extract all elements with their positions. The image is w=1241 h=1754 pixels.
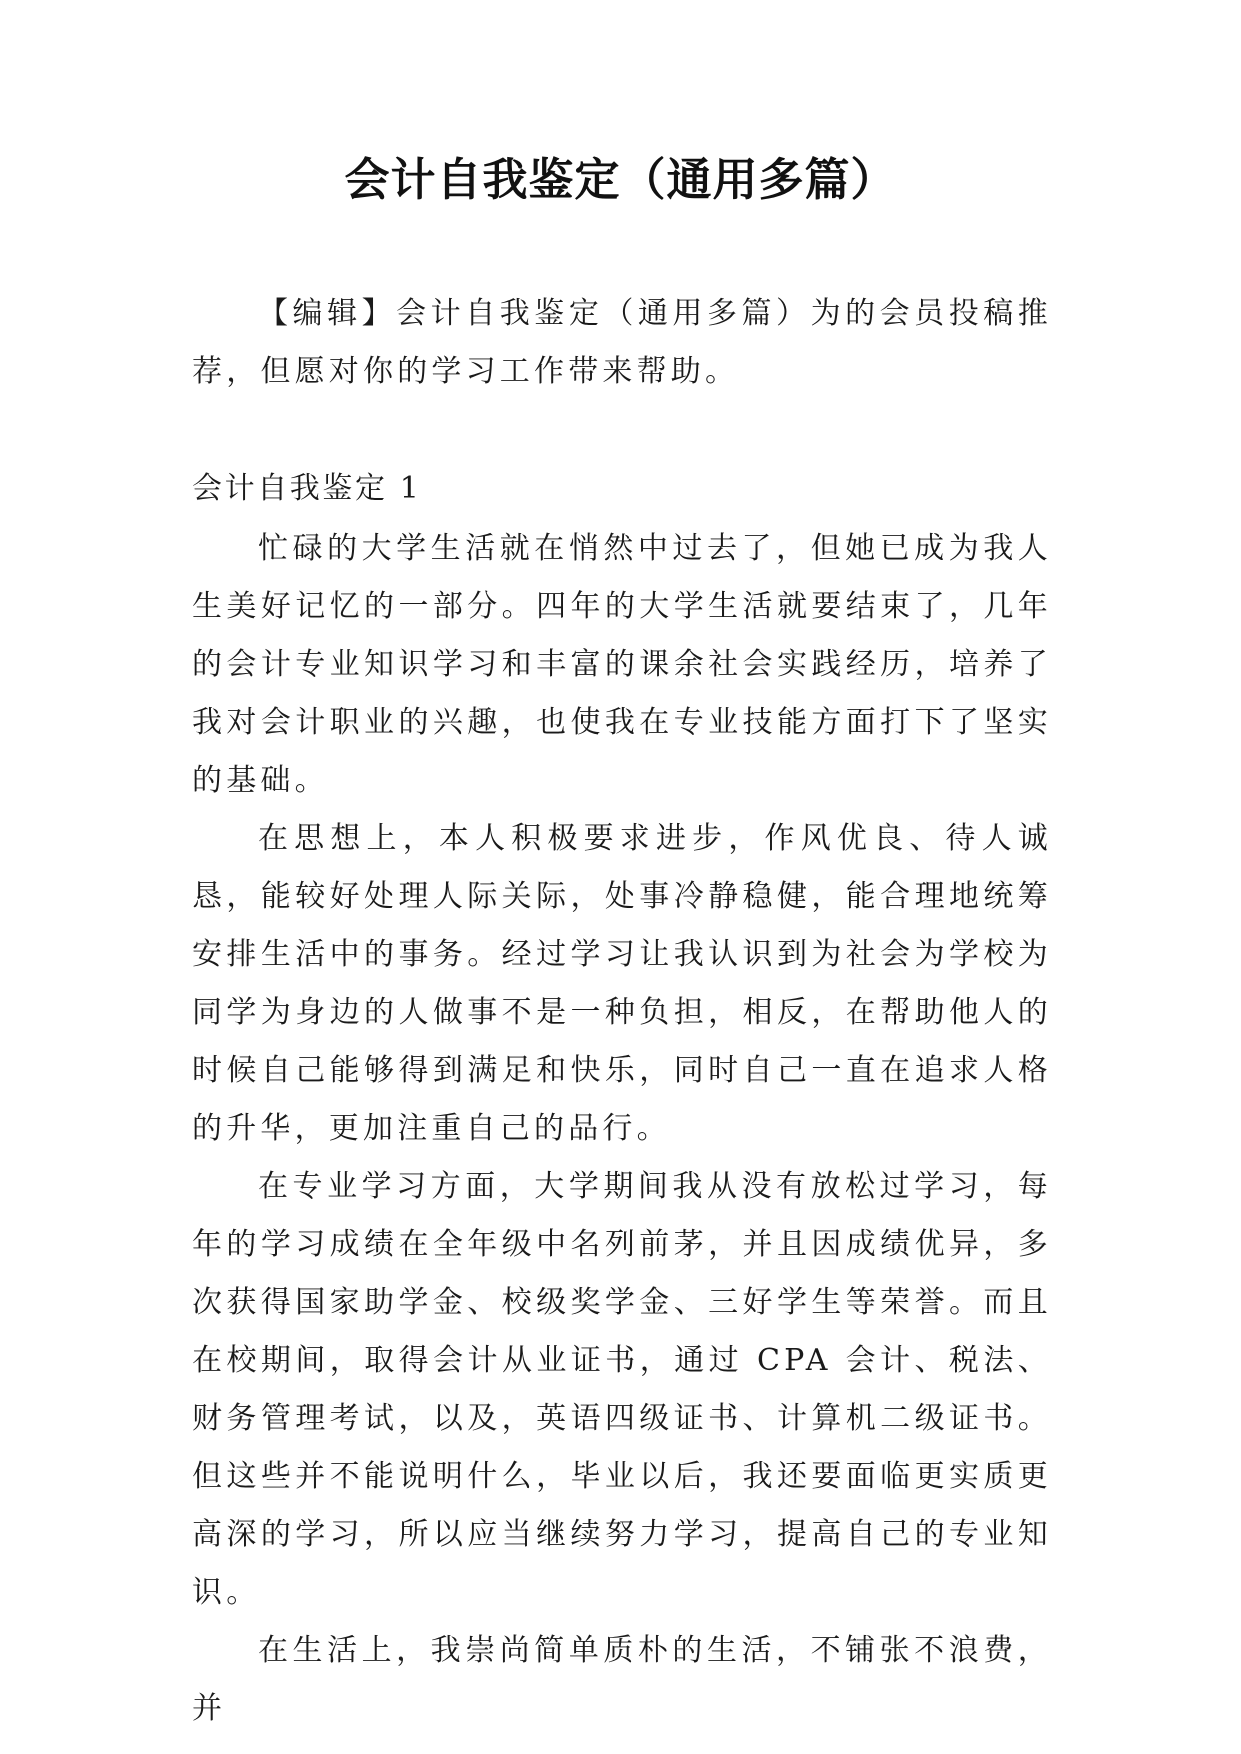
paragraph: 忙碌的大学生活就在悄然中过去了，但她已成为我人生美好记忆的一部分。四年的大学生活就要结束了，几年的会计专业知识学习和丰富的课余社会实践经历，培养了我对会计职业的兴趣，也使我在专业技能方面打下了坚实的基础。 bbox=[192, 531, 1052, 798]
section-body bbox=[192, 520, 1052, 1738]
paragraph: 在思想上，本人积极要求进步，作风优良、待人诚恳，能较好处理人际关际，处事冷静稳健，能合理地统筹安排生活中的事务。经过学习让我认识到为社会为学校为同学为身边的人做事不是一种负担，相反，在帮助他人的时候自己能够得到满足和快乐，同时自己一直在追求人格的升华，更加注重自己的品行。 bbox=[192, 821, 1052, 1146]
section-heading: 会计自我鉴定 1 bbox=[192, 471, 422, 506]
paragraph: 在生活上，我崇尚简单质朴的生活，不铺张不浪费，并 bbox=[192, 1633, 1052, 1726]
document-title: 会计自我鉴定（通用多篇） bbox=[344, 153, 897, 206]
editor-note: 【编辑】会计自我鉴定（通用多篇）为的会员投稿推荐，但愿对你的学习工作带来帮助。 bbox=[192, 296, 1052, 389]
paragraph: 在专业学习方面，大学期间我从没有放松过学习，每年的学习成绩在全年级中名列前茅，并且因成绩优异，多次获得国家助学金、校级奖学金、三好学生等荣誉。而且在校期间，取得会计从业证书，通过 CPA 会计、税法、财务管理考试，以及，英语四级证书、计算机二级证书。但这些并不能说明什么，毕业以后，我还要面临更实质更高深的学习，所以应当继续努力学习，提高自己的专业知识。 bbox=[192, 1169, 1052, 1610]
